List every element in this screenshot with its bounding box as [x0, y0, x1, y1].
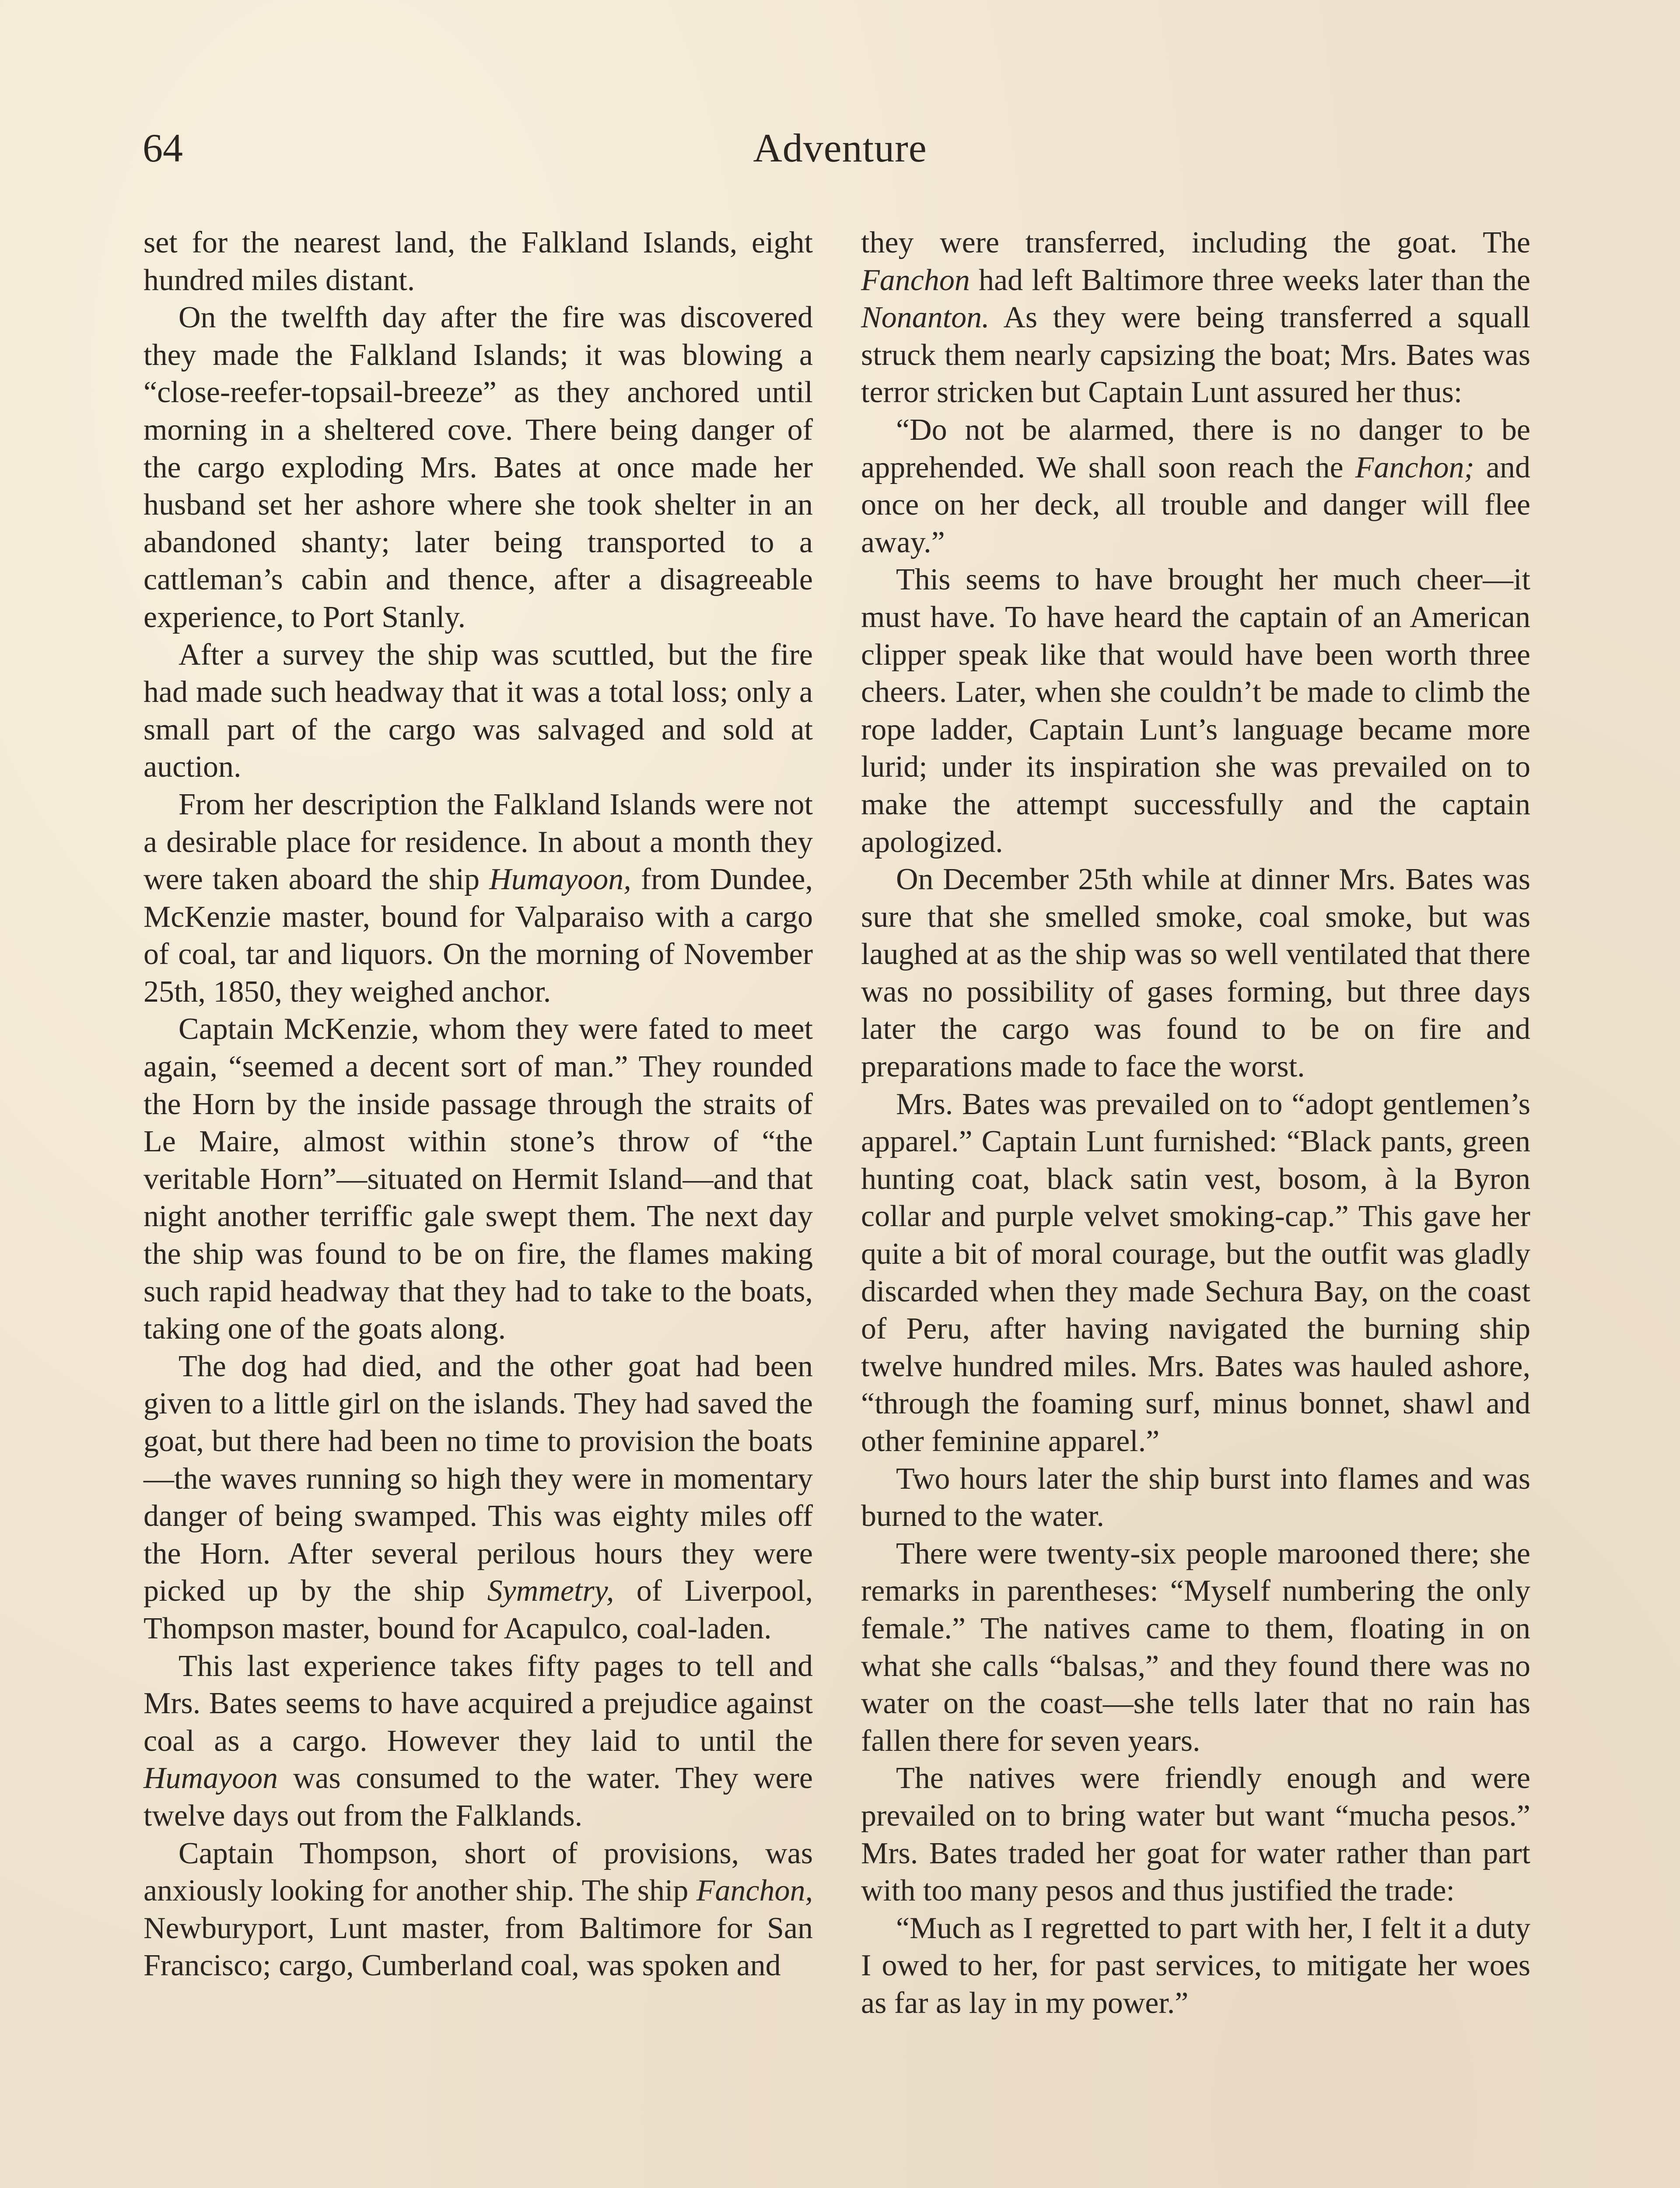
paragraph-text: Mrs. Bates was prevailed on to “adopt gentlemen’s apparel.” Captain Lunt furnished: “Black pants, green hunting coat, black satin vest, bosom, à la Byron collar and purple velvet smoking-cap.” This gave her quite a bit of moral courage, but the outfit was gladly discarded when they made Sechura Bay, on the coast of Peru, after having navigated the burning ship twelve hundred miles. Mrs. Bates was hauled ashore, “through the foaming surf, minus bonnet, shawl and other feminine apparel.” [861, 1087, 1530, 1458]
paragraph-text: they were transferred, including the goat. The [861, 226, 1530, 259]
paragraph [861, 561, 1530, 861]
paragraph-text: This last experience takes fifty pages to tell and Mrs. Bates seems to have acquired a prejudice against coal as a cargo. However they laid to until the [144, 1649, 813, 1758]
paragraph [861, 861, 1530, 1086]
paragraph-text: After a survey the ship was scuttled, but the fire had made such headway that it was a total loss; only a small part of the cargo was salvaged and sold at auction. [144, 638, 813, 784]
paragraph [144, 299, 813, 636]
paragraph-text: Captain Thompson, short of provisions, was anxiously looking for another ship. The ship [144, 1836, 813, 1908]
paragraph [861, 1910, 1530, 2022]
ship-name-italic: Fanchon [861, 263, 970, 297]
ship-name-italic: Nonanton. [861, 301, 990, 335]
paragraph [144, 224, 813, 299]
ship-name-italic: Humayoon [144, 1761, 278, 1795]
paragraph-text: set for the nearest land, the Falkland Islands, eight hundred miles distant. [144, 226, 813, 297]
page-number: 64 [143, 126, 183, 170]
paragraph [144, 1835, 813, 1985]
paragraph-text: From her description the Falkland Islands were not a desirable place for residence. In about a month they were taken aboard the ship [144, 787, 813, 897]
paragraph-text: had left Baltimore three weeks later than the [970, 263, 1530, 297]
left-text-column [144, 224, 813, 1985]
ship-name-italic: Fanchon, [696, 1874, 813, 1908]
paragraph-text: “Do not be alarmed, there is no danger to be apprehended. We shall soon reach the [861, 413, 1530, 484]
paragraph [861, 1460, 1530, 1535]
paragraph-text: On the twelfth day after the fire was discovered they made the Falkland Islands; it was blowing a “close-reefer-topsail-breeze” as they anchored until morning in a sheltered cove. There being danger of the cargo exploding Mrs. Bates at once made her husband set her ashore where she took shelter in an abandoned shanty; later being transported to a cattleman’s cabin and thence, after a disagreeable experience, to Port Stanly. [144, 301, 813, 634]
paragraph-text: There were twenty-six people marooned there; she remarks in parentheses: “Myself numbering the only female.” The natives came to them, floating in on what she calls “balsas,” and they found there was no water on the coast—she tells later that no rain has fallen there for seven years. [861, 1536, 1530, 1758]
paragraph-text: The natives were friendly enough and were prevailed on to bring water but want “mucha pesos.” Mrs. Bates traded her goat for water rather than part with too many pesos and thus justified the trade: [861, 1761, 1530, 1908]
ship-name-italic: Humayoon, [489, 863, 631, 897]
paragraph [144, 1348, 813, 1648]
paragraph-text: “Much as I regretted to part with her, I felt it a duty I owed to her, for past services, to mitigate her woes as far as lay in my power.” [861, 1911, 1530, 2020]
paragraph [144, 1010, 813, 1347]
paragraph-text: was consumed to the water. They were twelve days out from the Falklands. [144, 1761, 813, 1833]
paragraph [144, 1648, 813, 1835]
paragraph-text: As they were being transferred a squall struck them nearly capsizing the boat; Mrs. Bates was terror stricken but Captain Lunt assured her thus: [861, 301, 1530, 410]
right-text-column [861, 224, 1530, 2022]
paragraph [861, 224, 1530, 411]
running-title: Adventure [753, 126, 927, 170]
paragraph-text: This seems to have brought her much cheer—it must have. To have heard the captain of an American clipper speak like that would have been worth three cheers. Later, when she couldn’t be made to climb the rope ladder, Captain Lunt’s language became more lurid; under its inspiration she was prevailed on to make the attempt successfully and the captain apologized. [861, 563, 1530, 859]
paragraph [144, 786, 813, 1011]
paragraph-text: On December 25th while at dinner Mrs. Bates was sure that she smelled smoke, coal smoke, but was laughed at as the ship was so well ventilated that there was no possibility of gases forming, but three days later the cargo was found to be on fire and preparations made to face the worst. [861, 863, 1530, 1084]
paragraph [861, 1535, 1530, 1760]
paragraph-text: of Liverpool, Thompson master, bound for Acapulco, coal-laden. [144, 1574, 813, 1645]
paragraph [861, 1086, 1530, 1460]
paragraph-text: Captain McKenzie, whom they were fated to meet again, “seemed a decent sort of man.” They rounded the Horn by the inside passage through the straits of Le Maire, almost within stone’s throw of “the veritable Horn”—situated on Hermit Island—and that night another terriffic gale swept them. The next day the ship was found to be on fire, the flames making such rapid headway that they had to take to the boats, taking one of the goats along. [144, 1012, 813, 1346]
paragraph [861, 1760, 1530, 1909]
paragraph [861, 411, 1530, 561]
ship-name-italic: Symmetry, [487, 1574, 614, 1608]
paragraph [144, 636, 813, 786]
paragraph-text: Two hours later the ship burst into flames and was burned to the water. [861, 1462, 1530, 1533]
paragraph-text: and once on her deck, all trouble and danger will flee away.” [861, 450, 1531, 559]
paragraph-text: The dog had died, and the other goat had been given to a little girl on the islands. They had saved the goat, but there had been no time to provision the boats—the waves running so high they were in momentary danger of being swamped. This was eighty miles off the Horn. After several perilous hours they were picked up by the ship [144, 1349, 813, 1608]
ship-name-italic: Fanchon; [1355, 450, 1474, 484]
paragraph-text: from Dundee, McKenzie master, bound for Valparaiso with a cargo of coal, tar and liquors. On the morning of November 25th, 1850, they weighed anchor. [144, 863, 813, 1009]
paragraph-text: Newburyport, Lunt master, from Baltimore for San Francisco; cargo, Cumberland coal, was spoken and [144, 1911, 813, 1983]
